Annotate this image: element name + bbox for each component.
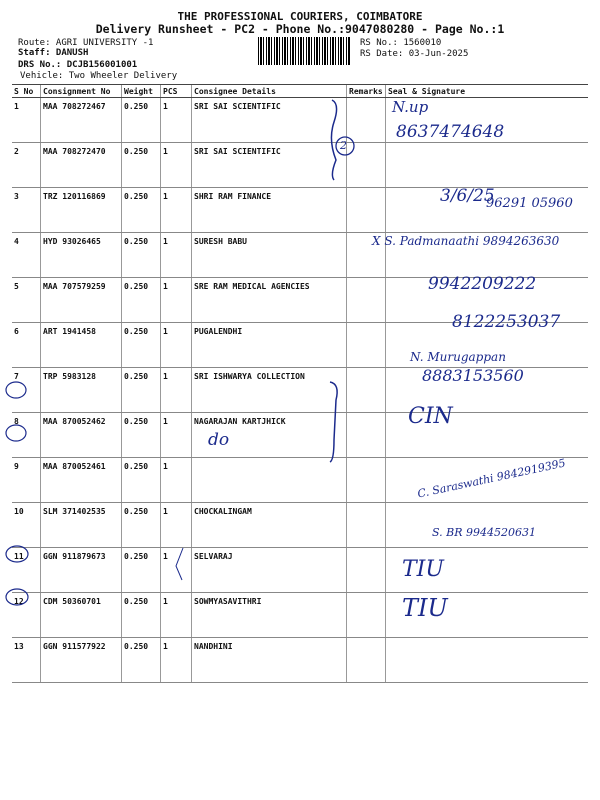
row-consignment: SLM 371402535 <box>41 503 122 548</box>
row-consignment: MAA 708272470 <box>41 143 122 188</box>
row-consignee: SRI SAI SCIENTIFIC <box>192 143 347 188</box>
rs-date: RS Date: 03-Jun-2025 <box>360 49 469 59</box>
row-consignment: CDM 50360701 <box>41 593 122 638</box>
row-pcs: 1 <box>161 413 192 458</box>
circle-mark <box>6 589 28 605</box>
handwriting: 8883153560 <box>422 366 524 385</box>
col-consignee: Consignee Details <box>192 85 347 98</box>
row-consignment: TRZ 120116869 <box>41 188 122 233</box>
bracket-mark <box>330 382 337 462</box>
row-consignment: HYD 93026465 <box>41 233 122 278</box>
row-weight: 0.250 <box>122 143 161 188</box>
row-consignee: NAGARAJAN KARTJHICK <box>192 413 347 458</box>
row-pcs: 1 <box>161 233 192 278</box>
row-pcs: 1 <box>161 458 192 503</box>
row-consignee: SHRI RAM FINANCE <box>192 188 347 233</box>
row-sno: 11 <box>12 548 41 593</box>
row-pcs: 1 <box>161 278 192 323</box>
row-consignee: SRI ISHWARYA COLLECTION <box>192 368 347 413</box>
handwriting: N.up <box>392 98 429 116</box>
row-weight: 0.250 <box>122 98 161 143</box>
row-pcs: 1 <box>161 548 192 593</box>
handwriting: 96291 05960 <box>486 196 573 211</box>
row-pcs: 1 <box>161 503 192 548</box>
row-consignee: SRI SAI SCIENTIFIC <box>192 98 347 143</box>
bracket-mark <box>331 100 336 180</box>
staff-label: Staff: DANUSH <box>18 48 89 58</box>
row-weight: 0.250 <box>122 368 161 413</box>
row-consignment: MAA 708272467 <box>41 98 122 143</box>
row-consignment: MAA 870052462 <box>41 413 122 458</box>
row-sno: 1 <box>12 98 41 143</box>
handwriting: N. Murugappan <box>410 350 506 364</box>
row-sno: 4 <box>12 233 41 278</box>
row-weight: 0.250 <box>122 323 161 368</box>
vehicle-label: Vehicle: Two Wheeler Delivery <box>20 71 178 81</box>
handwriting: do <box>208 430 230 450</box>
row-weight: 0.250 <box>122 278 161 323</box>
row-pcs: 1 <box>161 593 192 638</box>
handwriting: C. Saraswathi 9842919395 <box>416 456 567 501</box>
handwriting: TIU <box>402 557 444 582</box>
row-pcs: 1 <box>161 188 192 233</box>
row-pcs: 1 <box>161 98 192 143</box>
circle-mark <box>6 382 26 398</box>
col-signature: Seal & Signature <box>386 85 589 98</box>
row-consignment: MAA 870052461 <box>41 458 122 503</box>
row-weight: 0.250 <box>122 503 161 548</box>
row-consignment: ART 1941458 <box>41 323 122 368</box>
col-weight: Weight <box>122 85 161 98</box>
row-weight: 0.250 <box>122 638 161 683</box>
row-sno: 7 <box>12 368 41 413</box>
runsheet-subtitle: Delivery Runsheet - PC2 - Phone No.:9047080280 - Page No.:1 <box>95 22 505 36</box>
row-weight: 0.250 <box>122 413 161 458</box>
row-consignee: SRE RAM MEDICAL AGENCIES <box>192 278 347 323</box>
row-consignment: TRP 5983128 <box>41 368 122 413</box>
handwriting: CIN <box>408 404 453 429</box>
bracket-mark <box>176 548 183 580</box>
row-consignee: SELVARAJ <box>192 548 347 593</box>
row-consignment: MAA 707579259 <box>41 278 122 323</box>
row-pcs: 1 <box>161 638 192 683</box>
row-weight: 0.250 <box>122 548 161 593</box>
row-sno: 9 <box>12 458 41 503</box>
route-label: Route: AGRI UNIVERSITY -1 <box>18 38 154 48</box>
handwriting: 3/6/25 <box>440 186 495 206</box>
row-pcs: 1 <box>161 323 192 368</box>
col-sno: S No <box>12 85 41 98</box>
row-consignee: SURESH BABU <box>192 233 347 278</box>
col-pcs: PCS <box>161 85 192 98</box>
handwriting: 8122253037 <box>452 312 561 332</box>
row-weight: 0.250 <box>122 188 161 233</box>
row-sno: 12 <box>12 593 41 638</box>
row-sno: 8 <box>12 413 41 458</box>
row-consignee: SOWMYASAVITHRI <box>192 593 347 638</box>
row-sno: 5 <box>12 278 41 323</box>
handwriting: S. BR 9944520631 <box>432 526 536 539</box>
handwriting: 9942209222 <box>428 274 537 294</box>
row-consignment: GGN 911577922 <box>41 638 122 683</box>
drs-number: DRS No.: DCJB156001001 <box>18 60 138 70</box>
handwriting: X S. Padmanaathi 9894263630 <box>372 234 560 248</box>
row-sno: 6 <box>12 323 41 368</box>
row-weight: 0.250 <box>122 593 161 638</box>
row-consignee: PUGALENDHI <box>192 323 347 368</box>
handwriting: 2 <box>340 139 347 152</box>
col-consignment: Consignment No <box>41 85 122 98</box>
row-pcs: 1 <box>161 368 192 413</box>
rs-number: RS No.: 1560010 <box>360 38 442 48</box>
row-sno: 10 <box>12 503 41 548</box>
handwriting: TIU <box>402 594 448 622</box>
row-weight: 0.250 <box>122 458 161 503</box>
company-title: THE PROFESSIONAL COURIERS, COIMBATORE <box>177 10 423 23</box>
handwriting: 8637474648 <box>396 122 505 142</box>
row-consignee: NANDHINI <box>192 638 347 683</box>
circle-mark <box>6 546 28 562</box>
circle-mark <box>6 425 26 441</box>
col-remarks: Remarks <box>347 85 386 98</box>
row-sno: 2 <box>12 143 41 188</box>
row-weight: 0.250 <box>122 233 161 278</box>
row-consignee: CHOCKALINGAM <box>192 503 347 548</box>
row-consignment: GGN 911879673 <box>41 548 122 593</box>
row-sno: 13 <box>12 638 41 683</box>
row-pcs: 1 <box>161 143 192 188</box>
row-sno: 3 <box>12 188 41 233</box>
